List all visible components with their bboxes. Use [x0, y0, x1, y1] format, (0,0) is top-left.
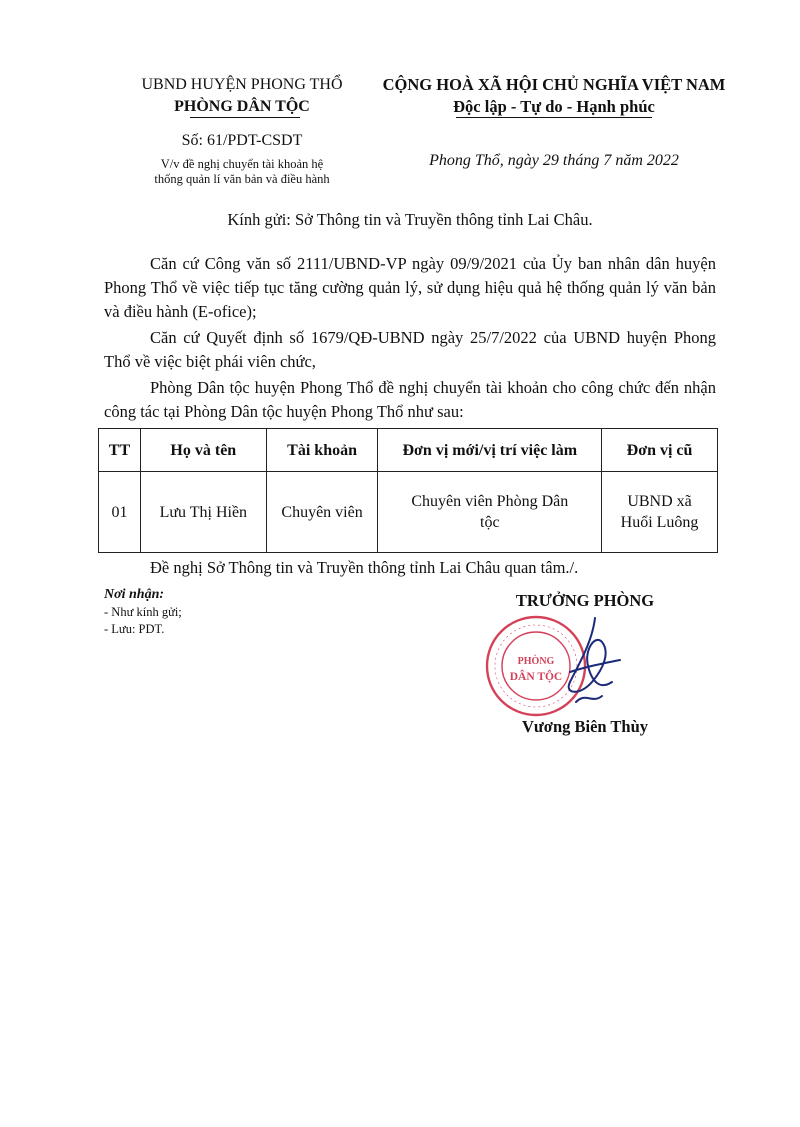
motto-underline — [456, 117, 652, 118]
account-table — [98, 428, 718, 553]
handwritten-signature-icon — [540, 612, 630, 722]
recipient-line: Kính gửi: Sở Thông tin và Truyền thông tỉnh Lai Châu. — [227, 210, 593, 229]
col-header-name: Họ và tên — [140, 429, 266, 472]
paragraph-3: Phòng Dân tộc huyện Phong Thổ đề nghị chuyển tài khoản cho công chức đến nhận công tác tại Phòng Dân tộc huyện Phong Thổ như sau: — [104, 378, 716, 421]
signer-name: Vương Biên Thùy — [521, 717, 649, 736]
motto: Độc lập - Tự do - Hạnh phúc — [453, 97, 655, 116]
stamp-text-bottom: DÂN TỘC — [509, 671, 563, 683]
agency-name: PHÒNG DÂN TỘC — [174, 98, 310, 115]
place-date: Phong Thổ, ngày 29 tháng 7 năm 2022 — [429, 152, 679, 169]
cell-account: Chuyên viên — [266, 472, 378, 553]
paragraph-2: Căn cứ Quyết định số 1679/QĐ-UBND ngày 25/7/2022 của UBND huyện Phong Thổ về việc biệt phái viên chức, — [104, 328, 716, 371]
col-header-old-unit: Đơn vị cũ — [602, 429, 718, 472]
cell-tt: 01 — [99, 472, 141, 553]
recipients-title: Nơi nhận: — [104, 587, 165, 602]
table-header-row — [99, 429, 718, 472]
country-name: CỘNG HOÀ XÃ HỘI CHỦ NGHĨA VIỆT NAM — [382, 75, 726, 94]
subject-line-1: V/v đề nghị chuyển tài khoản hệ — [160, 157, 324, 171]
recipient-item: - Như kính gửi; — [104, 605, 182, 619]
subject-line-2: thống quản lí văn bản và điều hành — [154, 172, 330, 186]
cell-new-unit: Chuyên viên Phòng Dân tộc — [378, 472, 602, 553]
agency-parent: UBND HUYỆN PHONG THỔ — [141, 76, 343, 93]
cell-name: Lưu Thị Hiền — [140, 472, 266, 553]
closing-line: Đề nghị Sở Thông tin và Truyền thông tỉnh Lai Châu quan tâm./. — [150, 558, 579, 577]
agency-underline — [190, 117, 300, 118]
col-header-account: Tài khoản — [266, 429, 378, 472]
signer-position: TRƯỞNG PHÒNG — [515, 591, 655, 610]
recipient-item: - Lưu: PDT. — [104, 622, 165, 636]
stamp-text-top: PHÒNG — [517, 656, 555, 667]
col-header-new-unit: Đơn vị mới/vị trí việc làm — [378, 429, 602, 472]
cell-old-unit: UBND xã Huổi Luông — [602, 472, 718, 553]
table-row — [99, 472, 718, 553]
doc-number: Số: 61/PDT-CSDT — [181, 132, 303, 149]
col-header-tt: TT — [99, 429, 141, 472]
paragraph-1: Căn cứ Công văn số 2111/UBND-VP ngày 09/9/2021 của Ủy ban nhân dân huyện Phong Thổ về việc tiếp tục tăng cường quản lý, sử dụng hiệu quả hệ thống quản lý văn bản và điều hành (E-ofice); — [104, 254, 716, 321]
